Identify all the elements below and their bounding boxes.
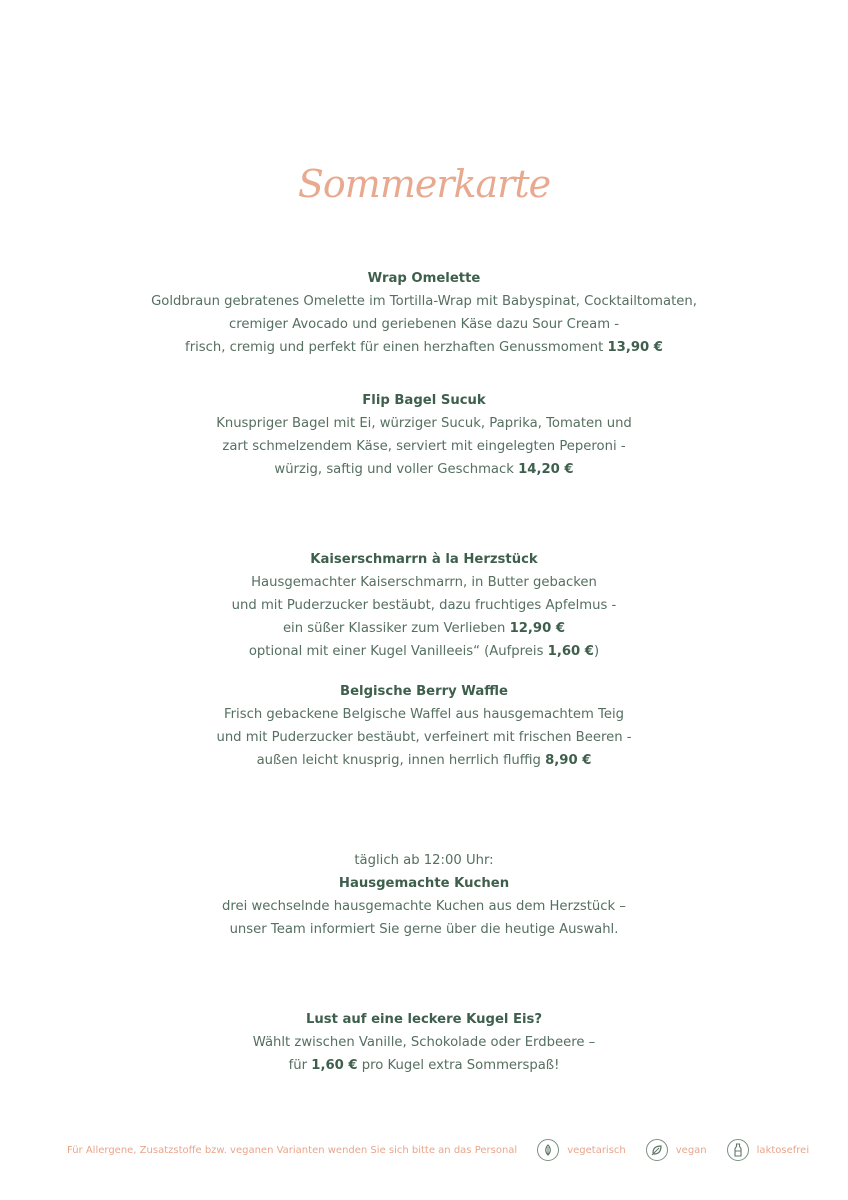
menu-item-name: Hausgemachte Kuchen [338,876,510,891]
menu-item-description: drei wechselnde hausgemachte Kuchen aus dem Herzstück – [222,899,626,914]
legend-lactose-free [727,1139,809,1161]
menu-item-description-last: ein süßer Klassiker zum Verlieben 12,90 € [282,621,566,636]
menu-item-kaiserschmarrn [0,548,848,663]
cake-intro: täglich ab 12:00 Uhr: [354,853,494,868]
menu-item-name: Lust auf eine leckere Kugel Eis? [305,1012,543,1027]
legend-vegetarian [537,1139,626,1161]
menu-item-description: Hausgemachter Kaiserschmarrn, in Butter gebacken [251,575,597,590]
vegan-icon [646,1139,668,1161]
menu-item-description: Frisch gebackene Belgische Waffel aus hausgemachtem Teig [224,707,624,722]
menu-item-ice-cream [0,1008,848,1077]
menu-item-name: Kaiserschmarrn à la Herzstück [310,552,538,567]
menu-item-wrap-omelette [0,267,848,359]
allergen-note: Für Allergene, Zusatzstoffe bzw. veganen Varianten wenden Sie sich bitte an das Personal [67,1144,518,1156]
menu-item-option: optional mit einer Kugel Vanilleeis“ (Aufpreis 1,60 €) [248,644,600,659]
menu-item-berry-waffle [0,680,848,772]
menu-item-description-last: frisch, cremig und perfekt für einen herzhaften Genussmoment 13,90 € [185,340,663,355]
menu-item-price: 12,90 € [509,621,566,636]
menu-item-price: 14,20 € [518,462,574,477]
menu-item-price: 1,60 € [311,1058,358,1073]
option-price: 1,60 € [547,644,594,659]
menu-item-price: 8,90 € [545,753,592,768]
menu-item-description: cremiger Avocado und geriebenen Käse dazu Sour Cream - [229,317,619,332]
legend-label: vegetarisch [567,1144,626,1156]
legend-label: vegan [675,1144,707,1156]
menu-item-name: Belgische Berry Waffle [340,684,508,699]
menu-item-homemade-cake [0,850,848,941]
menu-item-flip-bagel-sucuk [0,389,848,481]
footer [67,1138,810,1162]
menu-item-price: 13,90 € [607,340,663,355]
legend-vegan [646,1139,707,1161]
menu-item-name: Flip Bagel Sucuk [362,393,486,408]
menu-item-description: Wählt zwischen Vanille, Schokolade oder Erdbeere – [252,1035,596,1050]
vegetarian-icon [537,1139,559,1161]
menu-item-description: Knuspriger Bagel mit Ei, würziger Sucuk, Paprika, Tomaten und [216,416,632,431]
menu-item-description: Goldbraun gebratenes Omelette im Tortilla-Wrap mit Babyspinat, Cocktailtomaten, [151,294,697,309]
menu-item-description-last: für 1,60 € pro Kugel extra Sommerspaß! [288,1058,560,1073]
lactose-free-icon [727,1139,749,1161]
menu-item-description: und mit Puderzucker bestäubt, dazu fruchtiges Apfelmus - [231,598,617,613]
menu-item-description-last: würzig, saftig und voller Geschmack 14,20 € [274,462,574,477]
menu-item-description: und mit Puderzucker bestäubt, verfeinert mit frischen Beeren - [216,730,632,745]
legend-label: laktosefrei [756,1144,810,1156]
menu-item-name: Wrap Omelette [367,271,481,286]
menu-item-description: unser Team informiert Sie gerne über die heutige Auswahl. [229,922,619,937]
menu-item-description: zart schmelzendem Käse, serviert mit eingelegten Peperoni - [222,439,626,454]
menu-item-description-last: außen leicht knusprig, innen herrlich fluffig 8,90 € [256,753,592,768]
page-title: Sommerkarte [297,162,551,206]
